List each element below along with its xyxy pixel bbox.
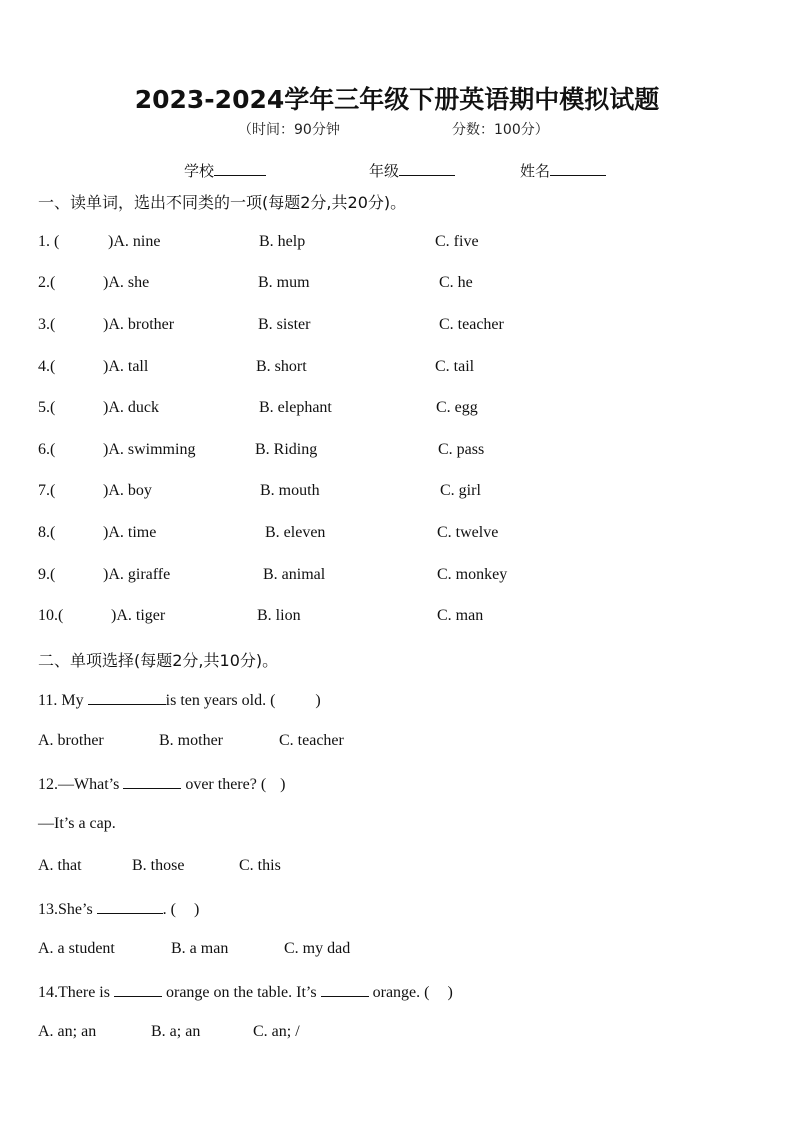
grade-field <box>369 160 455 181</box>
list-item-num: 8.( <box>38 524 56 541</box>
question-text: ) <box>194 901 200 918</box>
list-item-option-a: )A. swimming <box>103 441 196 458</box>
list-item-option-a: )A. she <box>103 274 150 291</box>
q13-option-b: B. a man <box>171 940 229 957</box>
list-item-option-b: B. sister <box>258 316 311 333</box>
question-13 <box>38 899 199 919</box>
question-text: 12.—What’s <box>38 776 120 793</box>
list-item-option-b: B. Riding <box>255 441 318 458</box>
q12-answer: —It’s a cap. <box>38 815 116 832</box>
question-text: ) <box>315 692 321 709</box>
answer-blank[interactable] <box>88 690 166 705</box>
list-item-option-c: C. monkey <box>437 566 508 583</box>
q14-option-b: B. a; an <box>151 1023 201 1040</box>
list-item-option-b: B. mum <box>258 274 310 291</box>
school-blank[interactable] <box>214 161 266 176</box>
name-field <box>520 160 606 181</box>
list-item-option-a: )A. tall <box>103 358 149 375</box>
q13-option-c: C. my dad <box>284 940 351 957</box>
q12-option-b: B. those <box>132 857 185 874</box>
list-item-option-c: C. teacher <box>439 316 504 333</box>
list-item-num: 7.( <box>38 482 56 499</box>
list-item-option-a: )A. tiger <box>111 607 166 624</box>
list-item-option-a: )A. brother <box>103 316 175 333</box>
list-item-option-c: C. he <box>439 274 473 291</box>
question-text: ) <box>280 776 286 793</box>
question-text: 13.She’s <box>38 901 93 918</box>
question-11 <box>38 690 321 710</box>
question-text: ) <box>447 984 453 1001</box>
answer-blank[interactable] <box>97 899 163 914</box>
list-item-option-c: C. twelve <box>437 524 499 541</box>
question-12 <box>38 774 286 794</box>
list-item-num: 10.( <box>38 607 64 624</box>
question-text: over there? ( <box>185 776 267 793</box>
question-text: is ten years old. ( <box>165 692 276 709</box>
section1-heading: 一、读单词，选出不同类的一项(每题2分,共20分)。 <box>38 193 407 212</box>
list-item-option-a: )A. giraffe <box>103 566 171 583</box>
name-label: 姓名 <box>520 162 551 180</box>
school-field <box>184 160 266 181</box>
question-text: 14.There is <box>38 984 110 1001</box>
list-item-option-c: C. five <box>435 233 479 250</box>
list-item-option-b: B. lion <box>257 607 301 624</box>
list-item-num: 5.( <box>38 399 56 416</box>
list-item-option-b: B. animal <box>263 566 326 583</box>
q13-option-a: A. a student <box>38 940 115 957</box>
question-text: . ( <box>162 901 176 918</box>
section2-heading: 二、单项选择(每题2分,共10分)。 <box>38 651 279 670</box>
question-text: orange on the table. It’s <box>165 984 317 1001</box>
question-text: 11. My <box>38 692 84 709</box>
list-item-option-b: B. short <box>256 358 307 375</box>
page-title: 2023-2024学年三年级下册英语期中模拟试题 <box>134 85 660 114</box>
school-label: 学校 <box>184 162 215 180</box>
list-item-num: 4.( <box>38 358 56 375</box>
q11-option-c: C. teacher <box>279 732 344 749</box>
question-14 <box>38 982 453 1002</box>
list-item-option-c: C. girl <box>440 482 481 499</box>
q14-option-a: A. an; an <box>38 1023 97 1040</box>
exam-score: 分数：100分） <box>452 122 549 138</box>
list-item-option-c: C. egg <box>436 399 478 416</box>
list-item-option-a: )A. duck <box>103 399 159 416</box>
list-item-option-b: B. elephant <box>259 399 332 416</box>
list-item-num: 9.( <box>38 566 56 583</box>
grade-label: 年级 <box>369 162 400 180</box>
list-item-num: 2.( <box>38 274 56 291</box>
q11-option-b: B. mother <box>159 732 223 749</box>
answer-blank[interactable] <box>123 774 181 789</box>
list-item-option-b: B. eleven <box>265 524 326 541</box>
list-item-num: 3.( <box>38 316 56 333</box>
list-item-option-b: B. help <box>259 233 306 250</box>
name-blank[interactable] <box>550 161 606 176</box>
q11-option-a: A. brother <box>38 732 104 749</box>
answer-blank[interactable] <box>114 982 162 997</box>
list-item-option-c: C. pass <box>438 441 485 458</box>
list-item-num: 1. ( <box>38 233 60 250</box>
list-item-option-a: )A. boy <box>103 482 152 499</box>
question-text: orange. ( <box>372 984 430 1001</box>
list-item-option-a: )A. time <box>103 524 157 541</box>
list-item-option-c: C. man <box>437 607 484 624</box>
exam-time: （时间：90分钟 <box>238 122 340 138</box>
list-item-option-a: )A. nine <box>108 233 161 250</box>
q14-option-c: C. an; / <box>253 1023 300 1040</box>
list-item-option-c: C. tail <box>435 358 475 375</box>
list-item-num: 6.( <box>38 441 56 458</box>
q12-option-c: C. this <box>239 857 281 874</box>
q12-option-a: A. that <box>38 857 82 874</box>
grade-blank[interactable] <box>399 161 455 176</box>
list-item-option-b: B. mouth <box>260 482 320 499</box>
answer-blank[interactable] <box>321 982 369 997</box>
